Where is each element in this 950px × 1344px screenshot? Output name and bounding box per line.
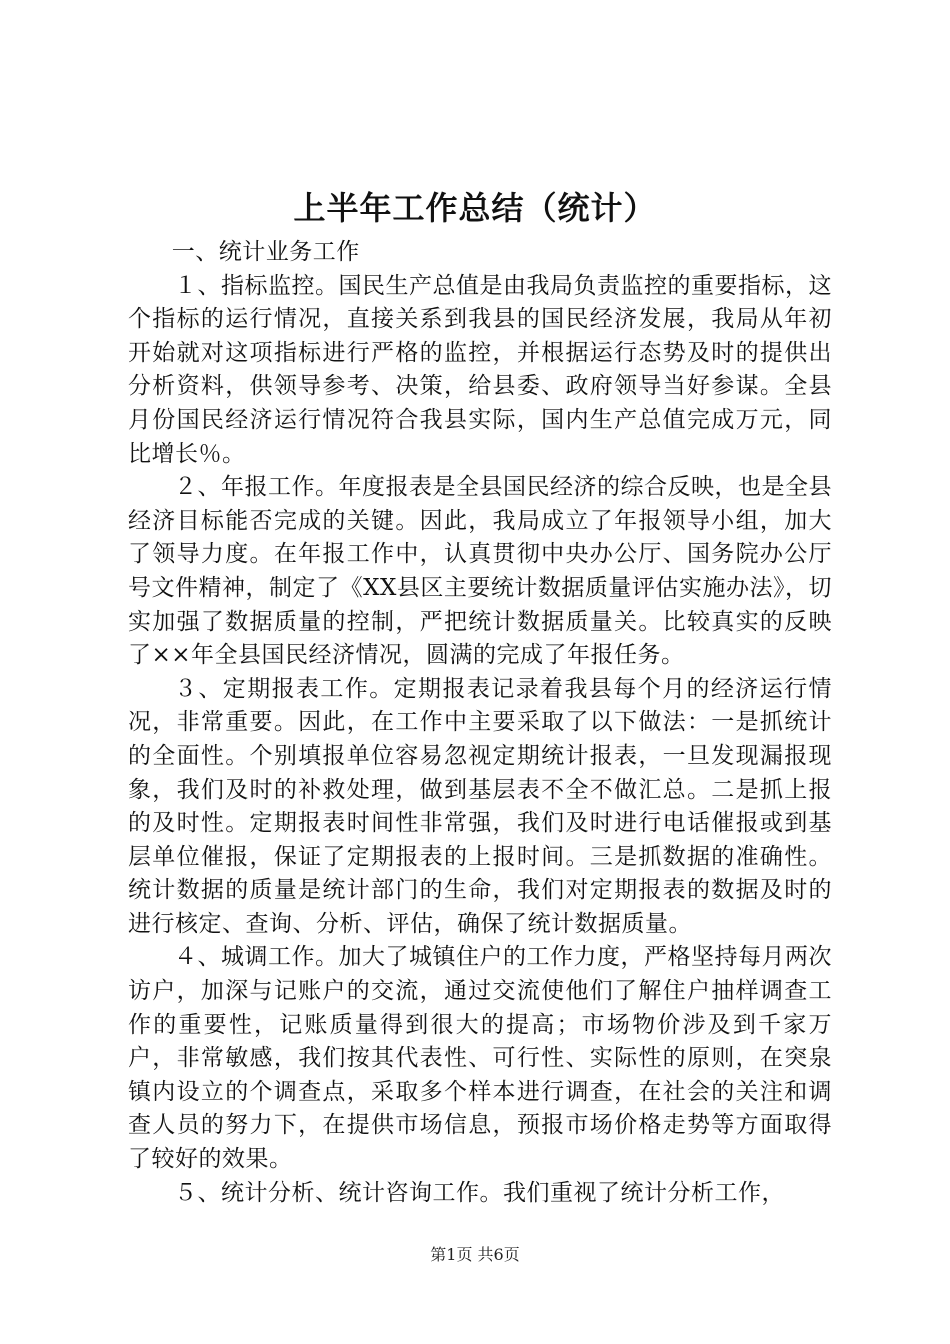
paragraph-statistical-analysis: ５、统计分析、统计咨询工作。我们重视了统计分析工作， bbox=[174, 1179, 785, 1206]
document-title: 上半年工作总结（统计） bbox=[293, 189, 657, 227]
paragraph-urban-survey: ４、城调工作。加大了城镇住户的工作力度，严格坚持每月两次访户，加深与记账户的交流，通过交流使他们了解住户抽样调查工作的重要性，记账质量得到很大的提高；市场物价涉及到千家万户，非常敏感，我们按其代表性、可行性、实际性的原则，在突泉镇内设立的个调查点，采取多个样本进行调查，在社会的关注和调查人员的努力下，在提供市场信息，预报市场价格走势等方面取得了较好的效果。 bbox=[128, 944, 832, 1173]
paragraph-annual-report: ２、年报工作。年度报表是全县国民经济的综合反映，也是全县经济目标能否完成的关键。因此，我局成立了年报领导小组，加大了领导力度。在年报工作中，认真贯彻中央办公厅、国务院办公厅号文件精神，制定了《XX县区主要统计数据质量评估实施办法》，切实加强了数据质量的控制，严把统计数据质量关。比较真实的反映了××年全县国民经济情况，圆满的完成了年报任务。 bbox=[128, 474, 832, 669]
document-body bbox=[128, 236, 832, 1210]
paragraph-indicator-monitoring: １、指标监控。国民生产总值是由我局负责监控的重要指标，这个指标的运行情况，直接关系到我县的国民经济发展，我局从年初开始就对这项指标进行严格的监控，并根据运行态势及时的提供出分析资料，供领导参考、决策，给县委、政府领导当好参谋。全县月份国民经济运行情况符合我县实际，国内生产总值完成万元，同比增长％。 bbox=[128, 272, 832, 467]
paragraph-periodic-report: ３、定期报表工作。定期报表记录着我县每个月的经济运行情况，非常重要。因此，在工作中主要采取了以下做法：一是抓统计的全面性。个别填报单位容易忽视定期统计报表，一旦发现漏报现象，我们及时的补救处理，做到基层表不全不做汇总。二是抓上报的及时性。定期报表时间性非常强，我们及时进行电话催报或到基层单位催报，保证了定期报表的上报时间。三是抓数据的准确性。统计数据的质量是统计部门的生命，我们对定期报表的数据及时的进行核定、查询、分析、评估，确保了统计数据质量。 bbox=[128, 675, 832, 937]
section-heading: 一、统计业务工作 bbox=[171, 239, 360, 265]
page-footer: 第1页 共6页 bbox=[430, 1245, 520, 1264]
